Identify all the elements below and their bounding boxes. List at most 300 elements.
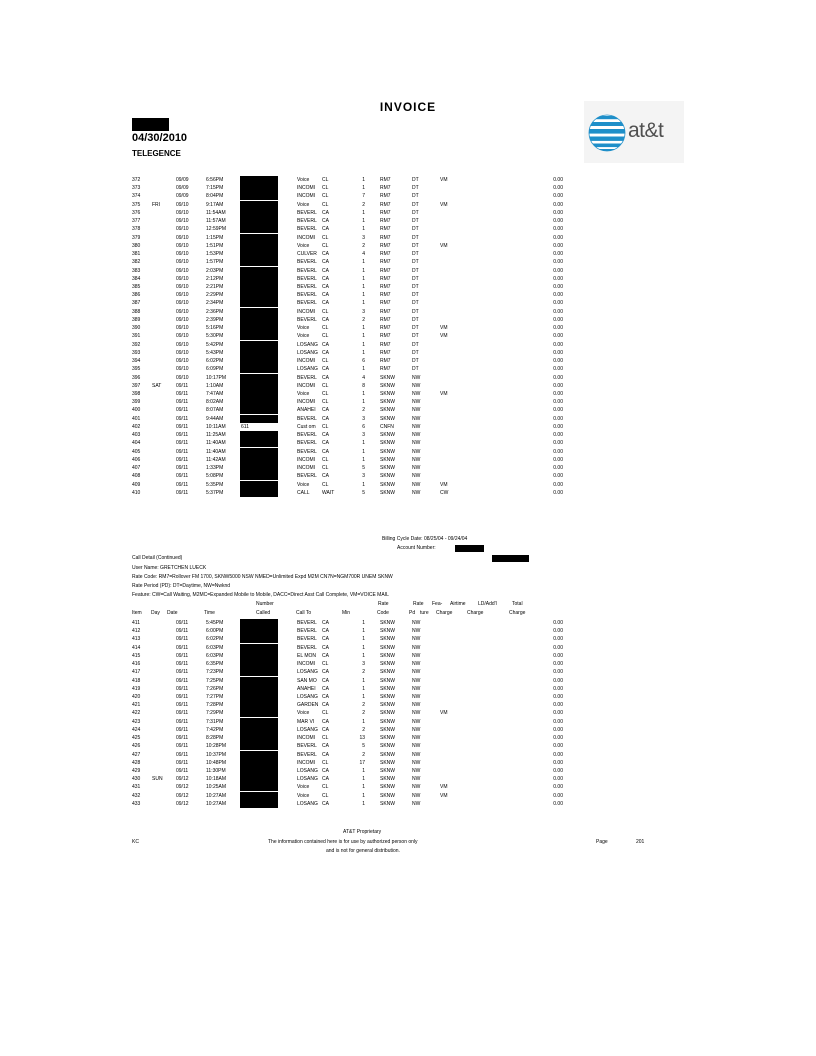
cell-call-to-state: CL xyxy=(322,201,329,208)
logo-wordmark: at&t xyxy=(628,119,664,142)
cell-rate-period: NW xyxy=(412,628,421,635)
cell-rate-period: NW xyxy=(412,644,421,651)
redaction-bar xyxy=(240,800,278,808)
cell-minutes: 2 xyxy=(362,702,365,709)
cell-time: 7:23PM xyxy=(206,669,224,676)
cell-call-to-city: BEVERL xyxy=(297,440,317,447)
cell-time: 5:42PM xyxy=(206,341,224,348)
cell-minutes: 2 xyxy=(362,726,365,733)
cell-call-to-city: BEVERL xyxy=(297,432,317,439)
cell-item-number: 411 xyxy=(132,620,140,626)
cell-total-charge: 0.00 xyxy=(553,382,563,389)
cell-rate-code: SKNW xyxy=(380,628,395,635)
cell-rate-period: NW xyxy=(412,423,421,430)
cell-total-charge: 0.00 xyxy=(553,407,563,414)
cell-minutes: 1 xyxy=(362,218,365,225)
cell-time: 8:07AM xyxy=(206,407,224,414)
redaction-bar xyxy=(240,324,278,332)
cell-minutes: 1 xyxy=(362,792,365,799)
cell-call-to-city: BEVERL xyxy=(297,226,317,233)
cell-date: 09/11 xyxy=(176,718,189,725)
cell-rate-code: RM7 xyxy=(380,185,391,192)
cell-call-to-city: EL MON xyxy=(297,652,316,659)
redaction-bar xyxy=(240,627,278,635)
cell-rate-period: NW xyxy=(412,677,421,684)
cell-time: 11:40AM xyxy=(206,448,226,455)
redaction-bar xyxy=(240,456,278,464)
cell-item-number: 395 xyxy=(132,366,141,373)
cell-total-charge: 0.00 xyxy=(553,726,563,733)
cell-time: 1:33PM xyxy=(206,465,224,472)
cell-time: 6:02PM xyxy=(206,636,224,643)
cell-call-to-state: CL xyxy=(322,710,329,717)
cell-date: 09/11 xyxy=(176,620,189,626)
cell-call-to-state: CL xyxy=(322,234,329,241)
redaction-bar xyxy=(240,431,278,439)
cell-total-charge: 0.00 xyxy=(553,308,563,315)
cell-rate-code: RM7 xyxy=(380,259,391,266)
cell-item-number: 409 xyxy=(132,481,141,488)
cell-time: 2:36PM xyxy=(206,308,224,315)
redaction-bar xyxy=(240,742,278,750)
cell-rate-code: SKNW xyxy=(380,677,395,684)
cell-time: 10:27AM xyxy=(206,800,227,807)
cell-time: 10:48PM xyxy=(206,759,227,766)
cell-call-to-state: CA xyxy=(322,349,329,356)
cell-total-charge: 0.00 xyxy=(553,800,563,807)
cell-rate-code: SKNW xyxy=(380,456,395,463)
cell-total-charge: 0.00 xyxy=(553,751,563,758)
cell-rate-code: RM7 xyxy=(380,226,391,233)
table-row xyxy=(0,357,816,365)
cell-call-to-city: BEVERL xyxy=(297,209,317,216)
cell-date: 09/11 xyxy=(176,399,189,406)
cell-call-to-state: CL xyxy=(322,333,329,340)
redaction-bar xyxy=(240,365,278,373)
cell-rate-code: SKNW xyxy=(380,652,395,659)
cell-time: 11:54AM xyxy=(206,209,226,216)
col-header-rate2: Rate xyxy=(413,601,424,607)
cell-rate-code: SKNW xyxy=(380,661,395,668)
cell-item-number: 397 xyxy=(132,382,141,389)
cell-call-to-city: LOSANG xyxy=(297,726,318,733)
cell-minutes: 1 xyxy=(362,366,365,373)
cell-call-to-state: CL xyxy=(322,784,329,791)
cell-call-to-state: CA xyxy=(322,292,329,299)
cell-call-to-city: CALL xyxy=(297,489,310,496)
cell-call-to-state: CA xyxy=(322,702,329,709)
cell-item-number: 387 xyxy=(132,300,141,307)
cell-call-to-city: INCOMI xyxy=(297,735,316,742)
cell-call-to-state: CL xyxy=(322,177,329,183)
redaction-bar xyxy=(240,448,278,456)
cell-item-number: 433 xyxy=(132,800,141,807)
cell-item-number: 372 xyxy=(132,177,141,183)
cell-date: 09/10 xyxy=(176,275,189,282)
cell-call-to-state: CA xyxy=(322,628,329,635)
cell-date: 09/11 xyxy=(176,628,189,635)
cell-item-number: 373 xyxy=(132,185,141,192)
cell-time: 2:03PM xyxy=(206,267,224,274)
cell-call-to-state: CL xyxy=(322,308,329,315)
cell-rate-code: SKNW xyxy=(380,776,395,783)
cell-time: 11:30PM xyxy=(206,767,226,774)
redaction-bar xyxy=(240,184,278,192)
table-row xyxy=(0,677,816,685)
cell-date: 09/11 xyxy=(176,415,189,422)
table-row xyxy=(0,341,816,349)
cell-call-to-city: INCOMI xyxy=(297,185,316,192)
cell-time: 11:57AM xyxy=(206,218,226,225)
cell-call-to-city: INCOMI xyxy=(297,234,316,241)
cell-date: 09/11 xyxy=(176,448,189,455)
table-row xyxy=(0,382,816,390)
cell-call-to-state: CA xyxy=(322,693,329,700)
redaction-bar xyxy=(240,759,278,767)
cell-rate-period: NW xyxy=(412,693,421,700)
cell-rate-period: DT xyxy=(412,283,419,290)
cell-rate-code: RM7 xyxy=(380,209,391,216)
cell-item-number: 429 xyxy=(132,767,141,774)
cell-time: 5:37PM xyxy=(206,489,224,496)
cell-total-charge: 0.00 xyxy=(553,448,563,455)
cell-call-to-state: CL xyxy=(322,185,329,192)
cell-date: 09/11 xyxy=(176,652,189,659)
cell-rate-code: SKNW xyxy=(380,399,395,406)
cell-item-number: 417 xyxy=(132,669,141,676)
cell-rate-code: SKNW xyxy=(380,432,395,439)
cell-total-charge: 0.00 xyxy=(553,292,563,299)
cell-rate-period: NW xyxy=(412,726,421,733)
table-row xyxy=(0,415,816,423)
cell-total-charge: 0.00 xyxy=(553,423,563,430)
cell-item-number: 396 xyxy=(132,374,141,381)
cell-minutes: 1 xyxy=(362,440,365,447)
cell-total-charge: 0.00 xyxy=(553,366,563,373)
cell-date: 09/11 xyxy=(176,390,189,397)
cell-rate-code: SKNW xyxy=(380,726,395,733)
cell-date: 09/11 xyxy=(176,432,189,439)
cell-call-to-state: CA xyxy=(322,620,329,626)
table-row xyxy=(0,693,816,701)
cell-rate-code: RM7 xyxy=(380,308,391,315)
cell-time: 2:34PM xyxy=(206,300,224,307)
cell-minutes: 1 xyxy=(362,767,365,774)
cell-item-number: 415 xyxy=(132,652,141,659)
redaction-bar xyxy=(240,472,278,480)
cell-total-charge: 0.00 xyxy=(553,259,563,266)
table-row xyxy=(0,464,816,472)
cell-rate-code: SKNW xyxy=(380,735,395,742)
cell-time: 10:27AM xyxy=(206,792,227,799)
cell-call-to-city: LOSANG xyxy=(297,669,318,676)
cell-time: 9:44AM xyxy=(206,415,224,422)
redaction-bar xyxy=(240,374,278,382)
cell-item-number: 401 xyxy=(132,415,141,422)
cell-call-to-state: CA xyxy=(322,636,329,643)
cell-item-number: 427 xyxy=(132,751,141,758)
table-row xyxy=(0,234,816,242)
cell-call-to-state: CL xyxy=(322,735,329,742)
cell-call-to-city: INCOMI xyxy=(297,661,316,668)
cell-rate-period: DT xyxy=(412,201,419,208)
redaction-bar xyxy=(240,316,278,324)
cell-date: 09/09 xyxy=(176,193,189,200)
cell-item-number: 426 xyxy=(132,743,141,750)
cell-minutes: 1 xyxy=(362,177,365,183)
cell-date: 09/09 xyxy=(176,177,189,183)
cell-call-to-city: Cust om xyxy=(297,423,316,430)
account-number-label: Account Number: xyxy=(397,545,436,551)
table-row xyxy=(0,365,816,373)
redaction-bar xyxy=(240,439,278,447)
cell-minutes: 1 xyxy=(362,209,365,216)
cell-feature: VM xyxy=(440,242,448,249)
cell-minutes: 1 xyxy=(362,636,365,643)
cell-rate-period: NW xyxy=(412,448,421,455)
col-header-charge: Charge xyxy=(436,610,453,616)
cell-called-number: 611 xyxy=(241,423,249,430)
cell-minutes: 1 xyxy=(362,325,365,332)
cell-minutes: 1 xyxy=(362,644,365,651)
table-row xyxy=(0,332,816,340)
cell-item-number: 378 xyxy=(132,226,141,233)
redaction-bar xyxy=(240,701,278,709)
cell-call-to-city: BEVERL xyxy=(297,751,317,758)
redaction-bar xyxy=(240,726,278,734)
cell-rate-code: SKNW xyxy=(380,374,395,381)
redaction-bar xyxy=(240,390,278,398)
cell-rate-code: SKNW xyxy=(380,390,395,397)
cell-time: 1:15PM xyxy=(206,234,224,241)
cell-call-to-state: CA xyxy=(322,726,329,733)
cell-time: 5:45PM xyxy=(206,620,224,626)
cell-rate-code: SKNW xyxy=(380,473,395,480)
cell-total-charge: 0.00 xyxy=(553,251,563,258)
cell-item-number: 431 xyxy=(132,784,141,791)
cell-total-charge: 0.00 xyxy=(553,465,563,472)
cell-item-number: 394 xyxy=(132,358,141,365)
cell-item-number: 388 xyxy=(132,308,141,315)
cell-time: 7:25PM xyxy=(206,677,224,684)
cell-time: 6:03PM xyxy=(206,652,224,659)
cell-minutes: 1 xyxy=(362,333,365,340)
cell-time: 6:56PM xyxy=(206,177,224,183)
cell-call-to-state: CA xyxy=(322,366,329,373)
cell-total-charge: 0.00 xyxy=(553,226,563,233)
cell-time: 7:15PM xyxy=(206,185,224,192)
cell-rate-period: DT xyxy=(412,341,419,348)
cell-total-charge: 0.00 xyxy=(553,685,563,692)
cell-rate-code: SKNW xyxy=(380,489,395,496)
redaction-bar xyxy=(240,176,278,184)
cell-call-to-state: CA xyxy=(322,275,329,282)
cell-item-number: 400 xyxy=(132,407,141,414)
footer-notice-line1: The information contained here is for use by authorized person only xyxy=(268,839,418,845)
cell-total-charge: 0.00 xyxy=(553,374,563,381)
cell-call-to-state: CL xyxy=(322,792,329,799)
cell-call-to-state: CL xyxy=(322,242,329,249)
cell-call-to-city: Voice xyxy=(297,177,310,183)
cell-total-charge: 0.00 xyxy=(553,628,563,635)
cell-date: 09/10 xyxy=(176,283,189,290)
cell-rate-period: NW xyxy=(412,481,421,488)
cell-total-charge: 0.00 xyxy=(553,784,563,791)
col-header-ture: ture xyxy=(420,610,429,616)
redaction-bar xyxy=(240,464,278,472)
cell-rate-code: RM7 xyxy=(380,275,391,282)
cell-minutes: 2 xyxy=(362,316,365,323)
table-row xyxy=(0,635,816,643)
cell-time: 7:28PM xyxy=(206,702,224,709)
cell-item-number: 393 xyxy=(132,349,141,356)
cell-feature: VM xyxy=(440,481,448,488)
cell-item-number: 403 xyxy=(132,432,141,439)
cell-rate-code: SKNW xyxy=(380,702,395,709)
table-row xyxy=(0,431,816,439)
cell-total-charge: 0.00 xyxy=(553,661,563,668)
redaction-bar xyxy=(240,258,278,266)
table-row xyxy=(0,439,816,447)
cell-rate-period: NW xyxy=(412,669,421,676)
cell-rate-period: DT xyxy=(412,218,419,225)
table-row xyxy=(0,267,816,275)
redaction-bar xyxy=(240,332,278,340)
cell-rate-code: SKNW xyxy=(380,767,395,774)
cell-item-number: 399 xyxy=(132,399,141,406)
cell-call-to-state: CA xyxy=(322,300,329,307)
table-row xyxy=(0,324,816,332)
cell-call-to-state: CL xyxy=(322,465,329,472)
cell-total-charge: 0.00 xyxy=(553,652,563,659)
cell-date: 09/11 xyxy=(176,685,189,692)
cell-date: 09/11 xyxy=(176,644,189,651)
cell-item-number: 406 xyxy=(132,456,141,463)
cell-minutes: 1 xyxy=(362,652,365,659)
cell-total-charge: 0.00 xyxy=(553,300,563,307)
cell-rate-code: RM7 xyxy=(380,341,391,348)
table-row xyxy=(0,349,816,357)
cell-rate-period: DT xyxy=(412,316,419,323)
cell-minutes: 1 xyxy=(362,259,365,266)
cell-total-charge: 0.00 xyxy=(553,341,563,348)
cell-rate-period: NW xyxy=(412,636,421,643)
cell-time: 8:02AM xyxy=(206,399,224,406)
cell-total-charge: 0.00 xyxy=(553,702,563,709)
cell-date: 09/12 xyxy=(176,776,189,783)
cell-item-number: 404 xyxy=(132,440,141,447)
cell-item-number: 389 xyxy=(132,316,141,323)
cell-call-to-state: CA xyxy=(322,644,329,651)
table-row xyxy=(0,652,816,660)
cell-rate-code: SKNW xyxy=(380,415,395,422)
cell-time: 7:27PM xyxy=(206,693,224,700)
cell-call-to-city: BEVERL xyxy=(297,743,317,750)
cell-rate-period: NW xyxy=(412,685,421,692)
cell-total-charge: 0.00 xyxy=(553,636,563,643)
cell-time: 8:28PM xyxy=(206,735,224,742)
redaction-bar xyxy=(240,644,278,652)
cell-minutes: 2 xyxy=(362,710,365,717)
cell-item-number: 410 xyxy=(132,489,141,496)
redaction-bar xyxy=(240,406,278,414)
cell-rate-code: SKNW xyxy=(380,382,395,389)
cell-total-charge: 0.00 xyxy=(553,283,563,290)
cell-item-number: 391 xyxy=(132,333,141,340)
cell-item-number: 416 xyxy=(132,661,141,668)
redaction-bar xyxy=(240,751,278,759)
table-row xyxy=(0,258,816,266)
cell-rate-period: NW xyxy=(412,792,421,799)
cell-call-to-city: LOSANG xyxy=(297,693,318,700)
cell-feature: VM xyxy=(440,177,448,183)
cell-call-to-city: BEVERL xyxy=(297,267,317,274)
cell-time: 1:57PM xyxy=(206,259,224,266)
table-row xyxy=(0,489,816,497)
cell-rate-code: SKNW xyxy=(380,718,395,725)
cell-call-to-city: CULVER xyxy=(297,251,317,258)
cell-minutes: 5 xyxy=(362,489,365,496)
table-row xyxy=(0,481,816,489)
cell-rate-period: NW xyxy=(412,759,421,766)
cell-total-charge: 0.00 xyxy=(553,399,563,406)
table-row xyxy=(0,283,816,291)
col-header-charge: Charge xyxy=(467,610,484,616)
cell-time: 5:30PM xyxy=(206,333,224,340)
table-row xyxy=(0,242,816,250)
cell-minutes: 13 xyxy=(359,735,365,742)
cell-time: 6:03PM xyxy=(206,644,224,651)
cell-date: 09/10 xyxy=(176,308,189,315)
cell-date: 09/11 xyxy=(176,440,189,447)
cell-total-charge: 0.00 xyxy=(553,718,563,725)
cell-rate-period: NW xyxy=(412,702,421,709)
cell-rate-code: RM7 xyxy=(380,292,391,299)
cell-rate-code: SKNW xyxy=(380,644,395,651)
cell-time: 10:28PM xyxy=(206,743,227,750)
cell-rate-period: NW xyxy=(412,784,421,791)
cell-minutes: 6 xyxy=(362,358,365,365)
cell-call-to-state: CL xyxy=(322,759,329,766)
cell-rate-period: DT xyxy=(412,209,419,216)
cell-total-charge: 0.00 xyxy=(553,234,563,241)
cell-rate-period: NW xyxy=(412,800,421,807)
table-row xyxy=(0,225,816,233)
cell-date: 09/10 xyxy=(176,333,189,340)
redaction-bar xyxy=(240,775,278,783)
cell-rate-code: RM7 xyxy=(380,325,391,332)
redaction-bar xyxy=(240,382,278,390)
cell-rate-period: DT xyxy=(412,308,419,315)
cell-time: 11:25AM xyxy=(206,432,226,439)
cell-minutes: 1 xyxy=(362,448,365,455)
redaction-bar xyxy=(240,225,278,233)
cell-minutes: 2 xyxy=(362,669,365,676)
cell-call-to-state: CA xyxy=(322,767,329,774)
cell-total-charge: 0.00 xyxy=(553,669,563,676)
table-row xyxy=(0,291,816,299)
cell-rate-period: NW xyxy=(412,743,421,750)
col-header-date: Date xyxy=(167,610,178,616)
cell-rate-period: DT xyxy=(412,349,419,356)
cell-call-to-city: BEVERL xyxy=(297,374,317,381)
cell-date: 09/10 xyxy=(176,251,189,258)
redaction-bar xyxy=(240,234,278,242)
redaction-bar xyxy=(240,415,278,423)
cell-rate-period: DT xyxy=(412,333,419,340)
cell-rate-period: NW xyxy=(412,432,421,439)
cell-call-to-state: CL xyxy=(322,382,329,389)
